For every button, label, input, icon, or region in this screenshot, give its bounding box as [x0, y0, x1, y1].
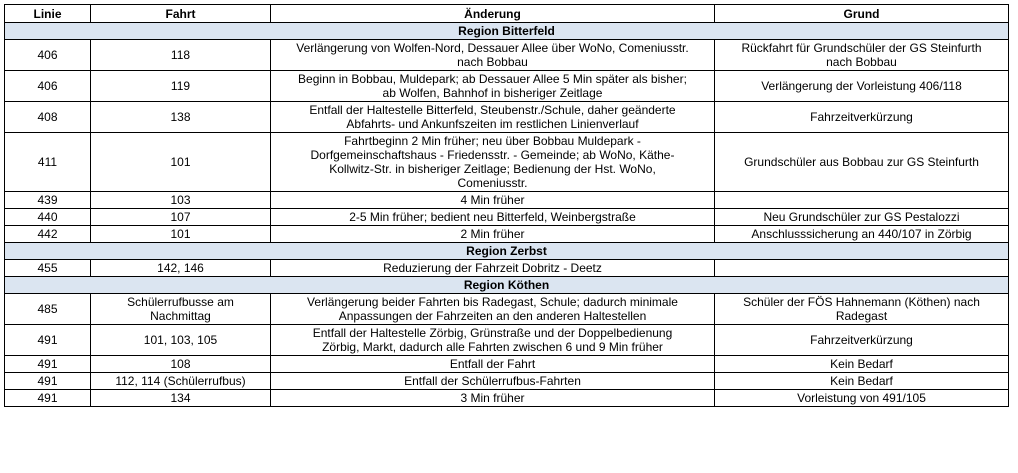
cell-fahrt-line: 101: [170, 155, 191, 169]
cell-fahrt-line: 107: [170, 210, 191, 224]
cell-aenderung-line: ab Wolfen, Bahnhof in bisheriger Zeitlage: [382, 86, 603, 100]
cell-grund-line: Vorleistung von 491/105: [797, 391, 926, 405]
cell-aenderung-line: Entfall der Haltestelle Zörbig, Grünstraße und der Doppelbedienung: [312, 326, 673, 340]
cell-grund-line: Fahrzeitverkürzung: [810, 333, 913, 347]
cell-fahrt: [91, 133, 271, 192]
cell-linie: 491: [5, 373, 91, 390]
cell-fahrt: [91, 325, 271, 356]
cell-grund-line: Grundschüler aus Bobbau zur GS Steinfurth: [744, 155, 979, 169]
cell-aenderung: [271, 192, 715, 209]
cell-grund-line: Neu Grundschüler zur GS Pestalozzi: [763, 210, 960, 224]
cell-linie: 406: [5, 71, 91, 102]
cell-aenderung-line: Abfahrts- und Ankunfszeiten im restlichen Linienverlauf: [346, 117, 639, 131]
cell-linie: 408: [5, 102, 91, 133]
cell-aenderung: [271, 102, 715, 133]
cell-fahrt-line: Nachmittag: [150, 309, 211, 323]
cell-grund: [715, 102, 1009, 133]
cell-grund-line: Kein Bedarf: [830, 357, 893, 371]
table-row: [5, 226, 1009, 243]
cell-fahrt-line: 118: [170, 48, 191, 62]
cell-grund: [715, 260, 1009, 277]
cell-aenderung-line: Entfall der Haltestelle Bitterfeld, Steubenstr./Schule, daher geänderte: [309, 103, 676, 117]
cell-aenderung-line: Fahrtbeginn 2 Min früher; neu über Bobbau Muldepark -: [344, 134, 641, 148]
cell-aenderung-line: Beginn in Bobbau, Muldepark; ab Dessauer Allee 5 Min später als bisher;: [298, 72, 687, 86]
header-linie: Linie: [5, 5, 91, 23]
region-row: [5, 277, 1009, 294]
cell-fahrt: [91, 260, 271, 277]
cell-grund-line: Schüler der FÖS Hahnemann (Köthen) nach: [743, 295, 980, 309]
cell-fahrt-line: 103: [170, 193, 191, 207]
cell-aenderung: [271, 325, 715, 356]
cell-aenderung-line: Kollwitz-Str. in bisheriger Zeitlage; Bedienung der Hst. WoNo,: [329, 162, 656, 176]
cell-fahrt: [91, 102, 271, 133]
cell-aenderung: [271, 390, 715, 407]
cell-grund: [715, 373, 1009, 390]
schedule-changes-table: [4, 4, 1009, 407]
cell-aenderung-line: Anpassungen der Fahrzeiten an den anderen Haltestellen: [338, 309, 647, 323]
cell-aenderung: [271, 209, 715, 226]
cell-linie: 485: [5, 294, 91, 325]
cell-aenderung: [271, 71, 715, 102]
cell-fahrt: [91, 71, 271, 102]
cell-grund-line: Rückfahrt für Grundschüler der GS Steinfurth: [741, 41, 982, 55]
cell-fahrt-line: 134: [170, 391, 191, 405]
region-title: Region Zerbst: [5, 243, 1009, 260]
cell-aenderung-line: 4 Min früher: [460, 193, 525, 207]
cell-grund: [715, 325, 1009, 356]
table-row: [5, 325, 1009, 356]
cell-fahrt-line: 119: [170, 79, 191, 93]
table-row: [5, 209, 1009, 226]
region-title: Region Bitterfeld: [5, 23, 1009, 40]
cell-grund: [715, 356, 1009, 373]
cell-aenderung-line: 3 Min früher: [460, 391, 525, 405]
cell-grund-line: Radegast: [835, 309, 888, 323]
cell-fahrt-line: 138: [170, 110, 191, 124]
cell-linie: 406: [5, 40, 91, 71]
cell-fahrt: [91, 294, 271, 325]
cell-aenderung: [271, 356, 715, 373]
region-row: [5, 23, 1009, 40]
cell-aenderung: [271, 373, 715, 390]
cell-linie: 411: [5, 133, 91, 192]
table-body: [5, 23, 1009, 407]
cell-grund: [715, 71, 1009, 102]
cell-grund-line: Anschlusssicherung an 440/107 in Zörbig: [751, 227, 972, 241]
table-row: [5, 294, 1009, 325]
table-row: [5, 40, 1009, 71]
table-row: [5, 390, 1009, 407]
header-row: [5, 5, 1009, 23]
cell-fahrt: [91, 192, 271, 209]
cell-fahrt: [91, 209, 271, 226]
cell-fahrt-line: 101, 103, 105: [143, 333, 218, 347]
cell-aenderung-line: Comeniusstr.: [457, 176, 528, 190]
cell-linie: 491: [5, 356, 91, 373]
cell-aenderung-line: Verlängerung beider Fahrten bis Radegast, Schule; dadurch minimale: [307, 295, 678, 309]
cell-grund-line: Verlängerung der Vorleistung 406/118: [761, 79, 962, 93]
header-grund: Grund: [715, 5, 1009, 23]
cell-fahrt: [91, 390, 271, 407]
cell-fahrt-line: 112, 114 (Schülerrufbus): [115, 374, 246, 388]
cell-aenderung-line: nach Bobbau: [457, 55, 528, 69]
cell-linie: 442: [5, 226, 91, 243]
table-row: [5, 133, 1009, 192]
cell-aenderung-line: Reduzierung der Fahrzeit Dobritz - Deetz: [383, 261, 602, 275]
cell-fahrt-line: 108: [170, 357, 191, 371]
region-row: [5, 243, 1009, 260]
cell-aenderung-line: Verlängerung von Wolfen-Nord, Dessauer Allee über WoNo, Comeniusstr.: [296, 41, 689, 55]
header-aenderung: Änderung: [271, 5, 715, 23]
cell-grund: [715, 390, 1009, 407]
cell-fahrt: [91, 40, 271, 71]
cell-aenderung-line: Zörbig, Markt, dadurch alle Fahrten zwischen 6 und 9 Min früher: [322, 340, 663, 354]
cell-aenderung: [271, 226, 715, 243]
cell-linie: 440: [5, 209, 91, 226]
cell-linie: 455: [5, 260, 91, 277]
table-row: [5, 260, 1009, 277]
table-row: [5, 71, 1009, 102]
cell-fahrt: [91, 373, 271, 390]
cell-grund-line: Kein Bedarf: [830, 374, 893, 388]
header-fahrt: Fahrt: [91, 5, 271, 23]
cell-grund-line: nach Bobbau: [826, 55, 897, 69]
cell-fahrt-line: 101: [170, 227, 191, 241]
cell-fahrt-line: Schülerrufbusse am: [127, 295, 234, 309]
cell-aenderung-line: 2 Min früher: [460, 227, 525, 241]
cell-grund: [715, 294, 1009, 325]
cell-grund: [715, 209, 1009, 226]
cell-linie: 439: [5, 192, 91, 209]
cell-grund: [715, 226, 1009, 243]
cell-fahrt-line: 142, 146: [157, 261, 204, 275]
table-row: [5, 192, 1009, 209]
cell-grund: [715, 192, 1009, 209]
cell-aenderung-line: 2-5 Min früher; bedient neu Bitterfeld, Weinbergstraße: [349, 210, 636, 224]
cell-linie: 491: [5, 325, 91, 356]
cell-aenderung-line: Entfall der Schülerrufbus-Fahrten: [404, 374, 581, 388]
cell-aenderung: [271, 40, 715, 71]
schedule-changes-table-wrapper: [4, 4, 1009, 407]
cell-fahrt: [91, 226, 271, 243]
cell-aenderung-line: Dorfgemeinschaftshaus - Friedensstr. - Gemeinde; ab WoNo, Käthe-: [310, 148, 675, 162]
cell-aenderung-line: Entfall der Fahrt: [449, 357, 536, 371]
region-title: Region Köthen: [5, 277, 1009, 294]
table-row: [5, 373, 1009, 390]
cell-aenderung: [271, 133, 715, 192]
cell-grund: [715, 133, 1009, 192]
cell-grund: [715, 40, 1009, 71]
table-row: [5, 356, 1009, 373]
cell-grund-line: Fahrzeitverkürzung: [810, 110, 913, 124]
table-row: [5, 102, 1009, 133]
cell-fahrt: [91, 356, 271, 373]
cell-aenderung: [271, 260, 715, 277]
cell-aenderung: [271, 294, 715, 325]
cell-linie: 491: [5, 390, 91, 407]
